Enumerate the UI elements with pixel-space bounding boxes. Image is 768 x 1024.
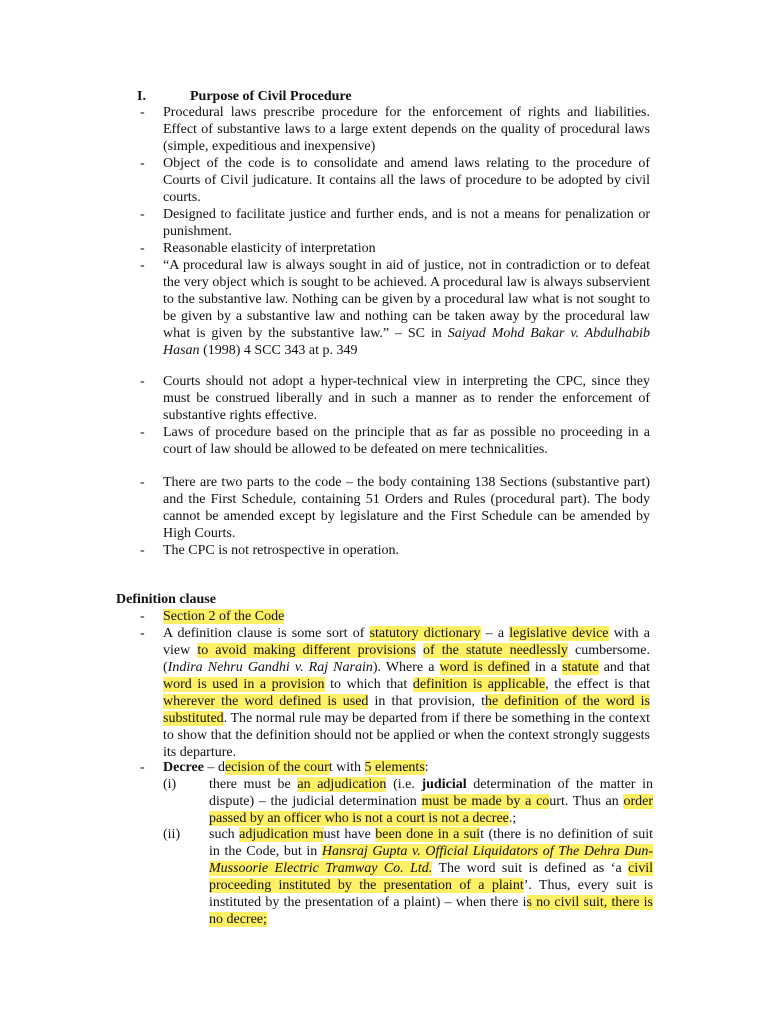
- case-name: Hansraj Gupta v. Official Liquidators of The Dehra Dun-Mussoorie Electric Tramway Co. Ltd.: [209, 844, 653, 876]
- bullet-text: Procedural laws prescribe procedure for the enforcement of rights and liabilities. Effect of substantive laws to a large extent depends on the quality of procedural laws (simple, expeditious and inexpensive): [163, 105, 650, 154]
- section-title: Purpose of Civil Procedure: [190, 89, 352, 104]
- text-run: to which that: [324, 677, 413, 692]
- highlighted-text: adjudication m: [239, 827, 324, 842]
- highlighted-text: legislative device: [509, 626, 609, 641]
- quote-text: “A procedural law is always sought in aid of justice, not in contradiction or to defeat the very object which is sought to be achieved. A procedural law is always subservient to the substantive law. Nothing can be given by a procedural law what is not sought to be given by a substantive law and nothing can be taken away by the procedural law what is given by the substantive law.” – SC in: [163, 258, 650, 341]
- bullet-dash: -: [140, 760, 145, 775]
- text-run: such: [209, 827, 240, 842]
- text-run: determination of the matter in dispute) – the judicial determination: [209, 777, 653, 809]
- bullet-text: [163, 759, 650, 776]
- highlighted-text: ecision of the cour: [224, 760, 329, 775]
- text-run: . The normal rule may be departed from if there be something in the context to show that the definition should not be applied or when the context strongly suggests its departure.: [163, 711, 650, 760]
- text-run: ’. Thus, every suit is instituted by the presentation of a plaint) – when there i: [209, 878, 653, 910]
- highlighted-text: Section 2 of the Code: [163, 609, 285, 624]
- highlighted-text: wherever the word defined is used: [163, 694, 369, 709]
- text-run: , the effect is that: [545, 677, 650, 692]
- bullet-item: [140, 542, 650, 559]
- text-run: – d: [203, 760, 225, 775]
- highlighted-text: order passed by an officer who is not a court is not a decree: [209, 794, 654, 826]
- text-run: A definition clause is some sort of: [163, 626, 370, 641]
- bullet-item: [140, 759, 650, 776]
- highlighted-text: of the statute needlessly: [423, 643, 568, 658]
- text-run: ). Where a: [372, 660, 440, 675]
- highlighted-text: word is used in a provision: [163, 677, 325, 692]
- bullet-text: Courts should not adopt a hyper-technical view in interpreting the CPC, since they must be construed liberally and in such a manner as to render the enforcement of substantive rights effective.: [163, 374, 650, 423]
- citation-text: (1998) 4 SCC 343 at p. 349: [199, 343, 358, 358]
- highlighted-text: 5 elements: [364, 760, 425, 775]
- bullet-text: Laws of procedure based on the principle that as far as possible no proceeding in a court of law should be allowed to be defeated on mere technicalities.: [163, 425, 650, 457]
- bullet-dash: -: [140, 609, 145, 624]
- highlighted-text: to avoid making different provisions: [197, 643, 416, 658]
- highlighted-text: s no civil suit, there is no decree;: [209, 895, 653, 927]
- bullet-dash: -: [140, 258, 145, 273]
- bullet-item: [140, 424, 650, 458]
- bullet-text: [163, 257, 650, 359]
- sub-item-number: (i): [163, 777, 177, 792]
- sub-item-text: [209, 826, 653, 928]
- highlighted-text: been done in a sui: [375, 827, 481, 842]
- text-run: urt. Thus an: [549, 794, 624, 809]
- text-run: in a: [529, 660, 563, 675]
- bullet-dash: -: [140, 207, 145, 222]
- bullet-item: [140, 625, 650, 761]
- bullet-dash: -: [140, 156, 145, 171]
- text-run: there must be: [209, 777, 298, 792]
- bullet-item: [140, 104, 650, 155]
- bullet-item: [140, 155, 650, 206]
- text-run: t (there is no definition of suit in the Code, but in: [209, 827, 653, 859]
- sub-item-number: (ii): [163, 827, 181, 842]
- bullet-item: [140, 373, 650, 424]
- text-run: .;: [508, 811, 517, 826]
- text-run: with a view: [163, 626, 650, 658]
- section-number: I.: [137, 89, 146, 104]
- bullet-text: Designed to facilitate justice and further ends, and is not a means for penalization or punishment.: [163, 207, 650, 239]
- case-name: Saiyad Mohd Bakar v. Abdulhabib Hasan: [163, 326, 650, 358]
- sub-item-text: [209, 776, 653, 827]
- bullet-text: The CPC is not retrospective in operation.: [163, 543, 400, 558]
- bullet-text: [163, 608, 650, 625]
- text-run: :: [424, 760, 429, 775]
- bullet-dash: -: [140, 241, 145, 256]
- text-run: – a: [480, 626, 510, 641]
- bullet-text: [163, 625, 650, 761]
- highlighted-text: an adjudication: [297, 777, 387, 792]
- bullet-item: [140, 257, 650, 359]
- text-run: t with: [328, 760, 365, 775]
- text-run: and that: [598, 660, 650, 675]
- highlighted-text: word is defined: [439, 660, 530, 675]
- text-run: [416, 643, 423, 658]
- case-name: Indira Nehru Gandhi v. Raj Narain: [167, 660, 373, 675]
- bullet-dash: -: [140, 425, 145, 440]
- text-run: (i.e.: [386, 777, 422, 792]
- bullet-text: There are two parts to the code – the body containing 138 Sections (substantive part) and the First Schedule, containing 51 Orders and Rules (procedural part). The body cannot be amended except by legislature and the First Schedule can be amended by High Courts.: [163, 475, 650, 541]
- decree-term: Decree: [163, 760, 204, 775]
- bullet-dash: -: [140, 475, 145, 490]
- text-run: cumbersome. (: [163, 643, 651, 675]
- bullet-dash: -: [140, 626, 145, 641]
- sub-item: [163, 826, 653, 928]
- highlighted-text: must be made by a co: [421, 794, 550, 809]
- highlighted-text: statutory dictionary: [369, 626, 481, 641]
- highlighted-text: civil proceeding instituted by the presentation of a plaint: [209, 861, 654, 893]
- text-run: in that provision, t: [368, 694, 485, 709]
- bullet-item: [140, 608, 650, 625]
- bullet-dash: -: [140, 105, 145, 120]
- highlighted-text: statute: [562, 660, 599, 675]
- bullet-text: Reasonable elasticity of interpretation: [163, 241, 376, 256]
- text-run: The word suit is defined as ‘a: [432, 861, 629, 876]
- bullet-text: Object of the code is to consolidate and amend laws relating to the procedure of Courts of Civil judicature. It contains all the laws of procedure to be adopted by civil courts.: [163, 156, 650, 205]
- bullet-dash: -: [140, 543, 145, 558]
- bold-term: judicial: [421, 777, 467, 792]
- definition-clause-heading: Definition clause: [116, 592, 216, 607]
- bullet-item: [140, 206, 650, 240]
- highlighted-text: he definition of the word is substituted: [163, 694, 650, 726]
- highlighted-text: definition is applicable: [412, 677, 546, 692]
- bullet-dash: -: [140, 374, 145, 389]
- sub-item: [163, 776, 653, 827]
- text-run: ust have: [323, 827, 376, 842]
- bullet-item: [140, 240, 650, 257]
- bullet-item: [140, 474, 650, 542]
